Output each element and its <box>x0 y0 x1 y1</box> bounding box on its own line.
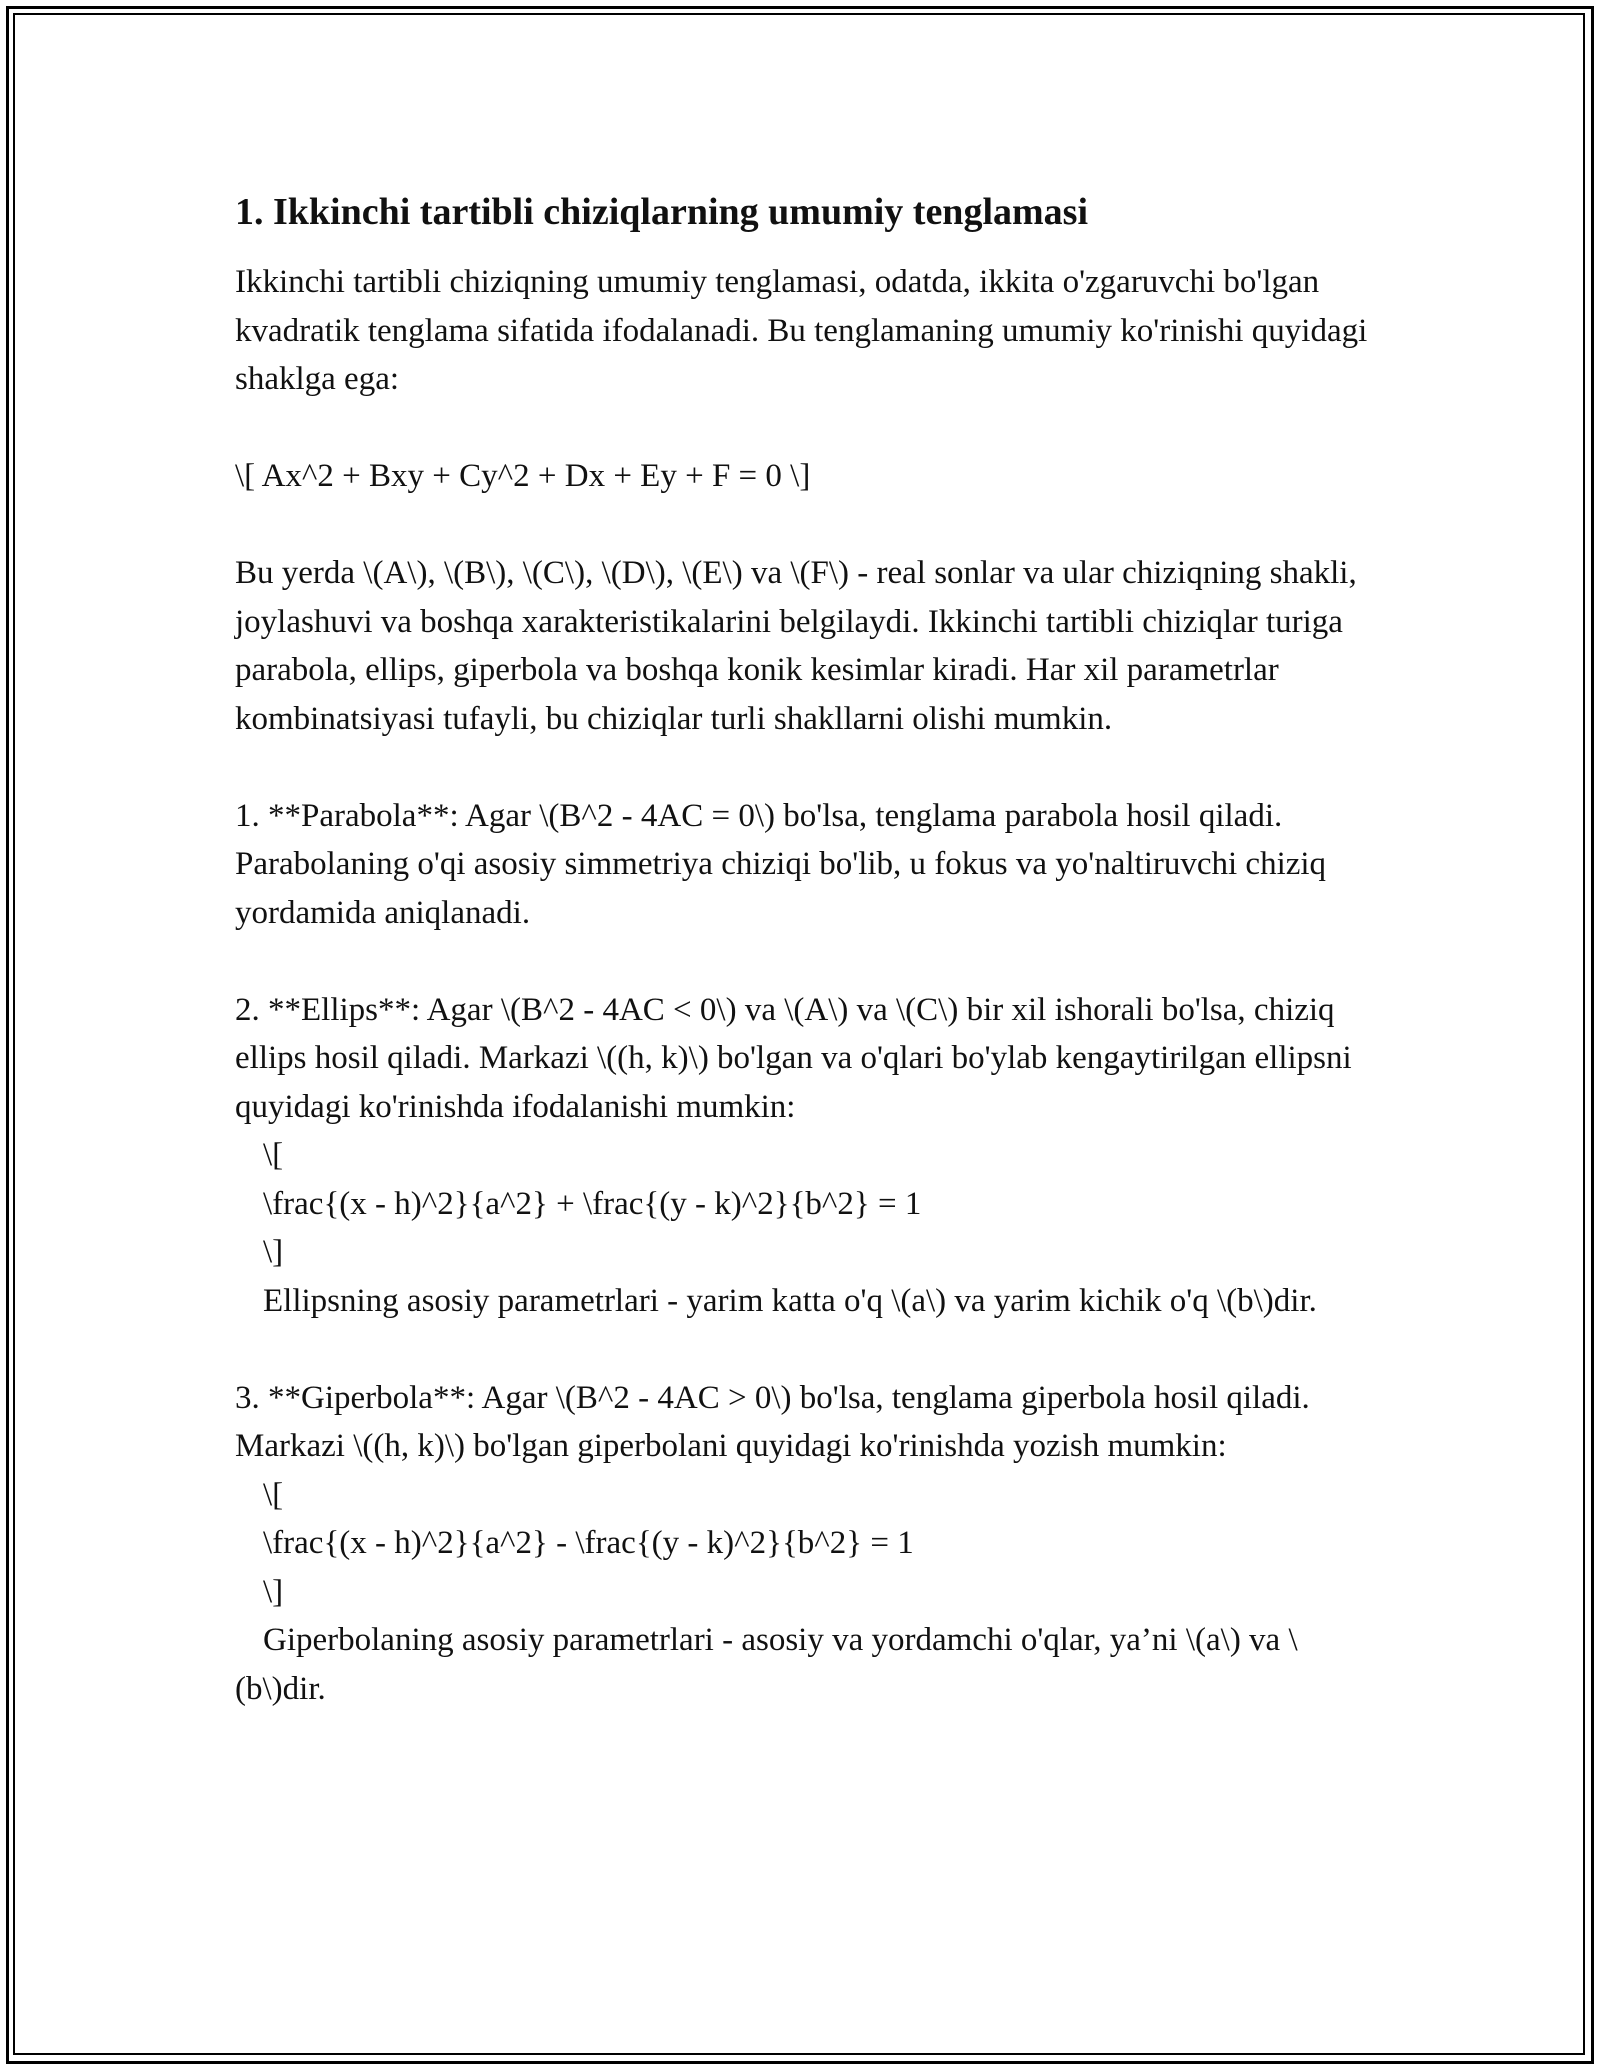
hyperbola-item <box>235 1374 1375 1714</box>
ellipse-text: 2. **Ellips**: Agar \(B^2 - 4AC < 0\) va \(A\) va \(C\) bir xil ishorali bo'lsa, chiziq ellips hosil qiladi. Markazi \((h, k)\) bo'lgan va o'qlari bo'ylab kengaytirilgan ellipsni quyidagi ko'rinishda ifodalanishi mumkin: <box>235 991 1360 1125</box>
ellipse-formula-open: \[ <box>263 1137 284 1173</box>
hyperbola-formula: \frac{(x - h)^2}{a^2} - \frac{(y - k)^2}{b^2} = 1 <box>263 1525 914 1561</box>
ellipse-note: Ellipsning asosiy parametrlari - yarim katta o'q \(a\) va yarim kichik o'q \(b\)dir. <box>263 1282 1317 1319</box>
hyperbola-formula-close: \] <box>263 1573 284 1610</box>
intro-paragraph: Ikkinchi tartibli chiziqning umumiy tenglamasi, odatda, ikkita o'zgaruvchi bo'lgan kvadratik tenglama sifatida ifodalanadi. Bu tenglamaning umumiy ko'rinishi quyidagi shaklga ega: <box>235 264 1376 397</box>
parabola-item: 1. **Parabola**: Agar \(B^2 - 4AC = 0\) bo'lsa, tenglama parabola hosil qiladi. Parabolaning o'qi asosiy simmetriya chiziqi bo'lib, u fokus va yo'naltiruvchi chiziq yordamida aniqlanadi. <box>235 797 1335 931</box>
ellipse-item <box>235 986 1375 1326</box>
hyperbola-note: Giperbolaning asosiy parametrlari - asosiy va yordamchi o'qlar, ya’ni \(a\) va \(b\)dir. <box>235 1622 1298 1707</box>
hyperbola-formula-open: \[ <box>263 1476 284 1513</box>
hyperbola-text: 3. **Giperbola**: Agar \(B^2 - 4AC > 0\) bo'lsa, tenglama giperbola hosil qiladi. Markazi \((h, k)\) bo'lgan giperbolani quyidagi ko'rinishda yozish mumkin: <box>235 1379 1319 1464</box>
description-paragraph: Bu yerda \(A\), \(B\), \(C\), \(D\), \(E\) va \(F\) - real sonlar va ular chiziqning shakli, joylashuvi va boshqa xarakteristikalarini belgilaydi. Ikkinchi tartibli chiziqlar turiga parabola, ellips, giperbola va boshqa konik kesimlar kiradi. Har xil parametrlar kombinatsiyasi tufayli, bu chiziqlar turli shakllarni olishi mumkin. <box>235 555 1365 737</box>
section-heading: 1. Ikkinchi tartibli chiziqlarning umumiy tenglamasi <box>235 191 1088 233</box>
document-body <box>235 188 1375 1713</box>
ellipse-formula: \frac{(x - h)^2}{a^2} + \frac{(y - k)^2}{b^2} = 1 <box>263 1185 922 1222</box>
general-equation: \[ Ax^2 + Bxy + Cy^2 + Dx + Ey + F = 0 \] <box>235 458 811 494</box>
ellipse-formula-close: \] <box>263 1234 284 1270</box>
